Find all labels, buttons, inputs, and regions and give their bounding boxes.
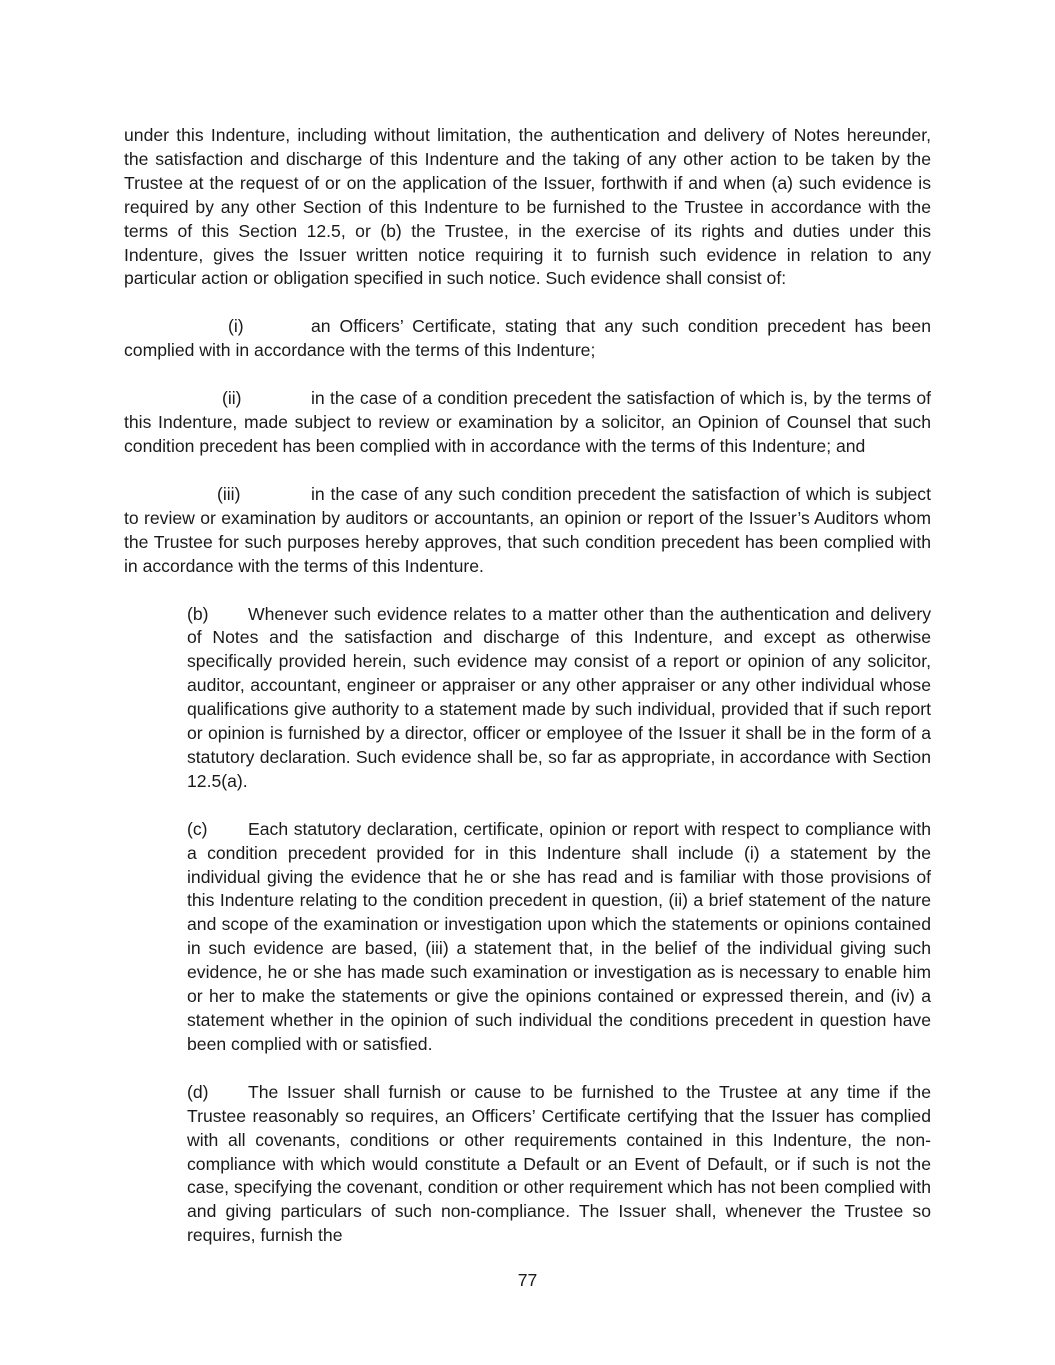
page-number: 77	[517, 1270, 538, 1290]
section-d	[124, 1081, 931, 1248]
section-c-label: (c)	[187, 818, 208, 839]
clause-ii-text: in the case of a condition precedent the satisfaction of which is, by the terms of this Indenture, made subject to review or examination by a solicitor, an Opinion of Counsel that such condition precedent has been complied with in accordance with the terms of this Indenture; and	[124, 388, 931, 456]
intro-paragraph: under this Indenture, including without limitation, the authentication and delivery of Notes hereunder, the satisfaction and discharge of this Indenture and the taking of any other action to be taken by the Trustee at the request of or on the application of the Issuer, forthwith if and when (a) such evidence is required by any other Section of this Indenture to be furnished to the Trustee in accordance with the terms of this Section 12.5, or (b) the Trustee, in the exercise of its rights and duties under this Indenture, gives the Issuer written notice requiring it to furnish such evidence in relation to any particular action or obligation specified in such notice. Such evidence shall consist of:	[124, 125, 931, 289]
section-b-label: (b)	[187, 603, 209, 624]
clause-ii	[124, 387, 931, 459]
section-c	[124, 818, 931, 1057]
section-b-text: Whenever such evidence relates to a matter other than the authentication and delivery of Notes and the satisfaction and discharge of this Indenture, and except as otherwise specifically provided herein, such evidence may consist of a report or opinion of any solicitor, auditor, accountant, engineer or appraiser or any other appraiser or any other individual whose qualifications give authority to a statement made by such individual, provided that if such report or opinion is furnished by a director, officer or employee of the Issuer it shall be in the form of a statutory declaration. Such evidence shall be, so far as appropriate, in accordance with Section 12.5(a).	[187, 603, 931, 791]
clause-i-label: (i)	[228, 316, 244, 337]
section-b	[124, 603, 931, 794]
section-c-text: Each statutory declaration, certificate, opinion or report with respect to compliance with a condition precedent provided for in this Indenture shall include (i) a statement by the individual giving the evidence that he or she has read and is familiar with those provisions of this Indenture relating to the condition precedent in question, (ii) a brief statement of the nature and scope of the examination or investigation upon which the statements or opinions contained in such evidence are based, (iii) a statement that, in the belief of the individual giving such evidence, he or she has made such examination or investigation as is necessary to enable him or her to make the statements or give the opinions contained or expressed therein, and (iv) a statement whether in the opinion of such individual the conditions precedent in question have been complied with or satisfied.	[187, 818, 931, 1054]
section-d-text: The Issuer shall furnish or cause to be furnished to the Trustee at any time if the Trustee reasonably so requires, an Officers’ Certificate certifying that the Issuer has complied with all covenants, conditions or other requirements contained in this Indenture, the non-compliance with which would constitute a Default or an Event of Default, or if such is not the case, specifying the covenant, condition or other requirement which has not been complied with and giving particulars of such non-compliance. The Issuer shall, whenever the Trustee so requires, furnish the	[187, 1081, 931, 1246]
clause-ii-label: (ii)	[222, 388, 242, 409]
section-d-label: (d)	[187, 1081, 209, 1102]
clause-i-text: an Officers’ Certificate, stating that any such condition precedent has been complied with in accordance with the terms of this Indenture;	[124, 316, 931, 361]
clause-i	[124, 315, 931, 363]
document-page	[124, 124, 931, 1248]
clause-iii	[124, 483, 931, 579]
clause-iii-text: in the case of any such condition precedent the satisfaction of which is subject to review or examination by auditors or accountants, an opinion or report of the Issuer’s Auditors whom the Trustee for such purposes hereby approves, that such condition precedent has been complied with in accordance with the terms of this Indenture.	[124, 483, 931, 576]
clause-iii-label: (iii)	[217, 483, 241, 504]
